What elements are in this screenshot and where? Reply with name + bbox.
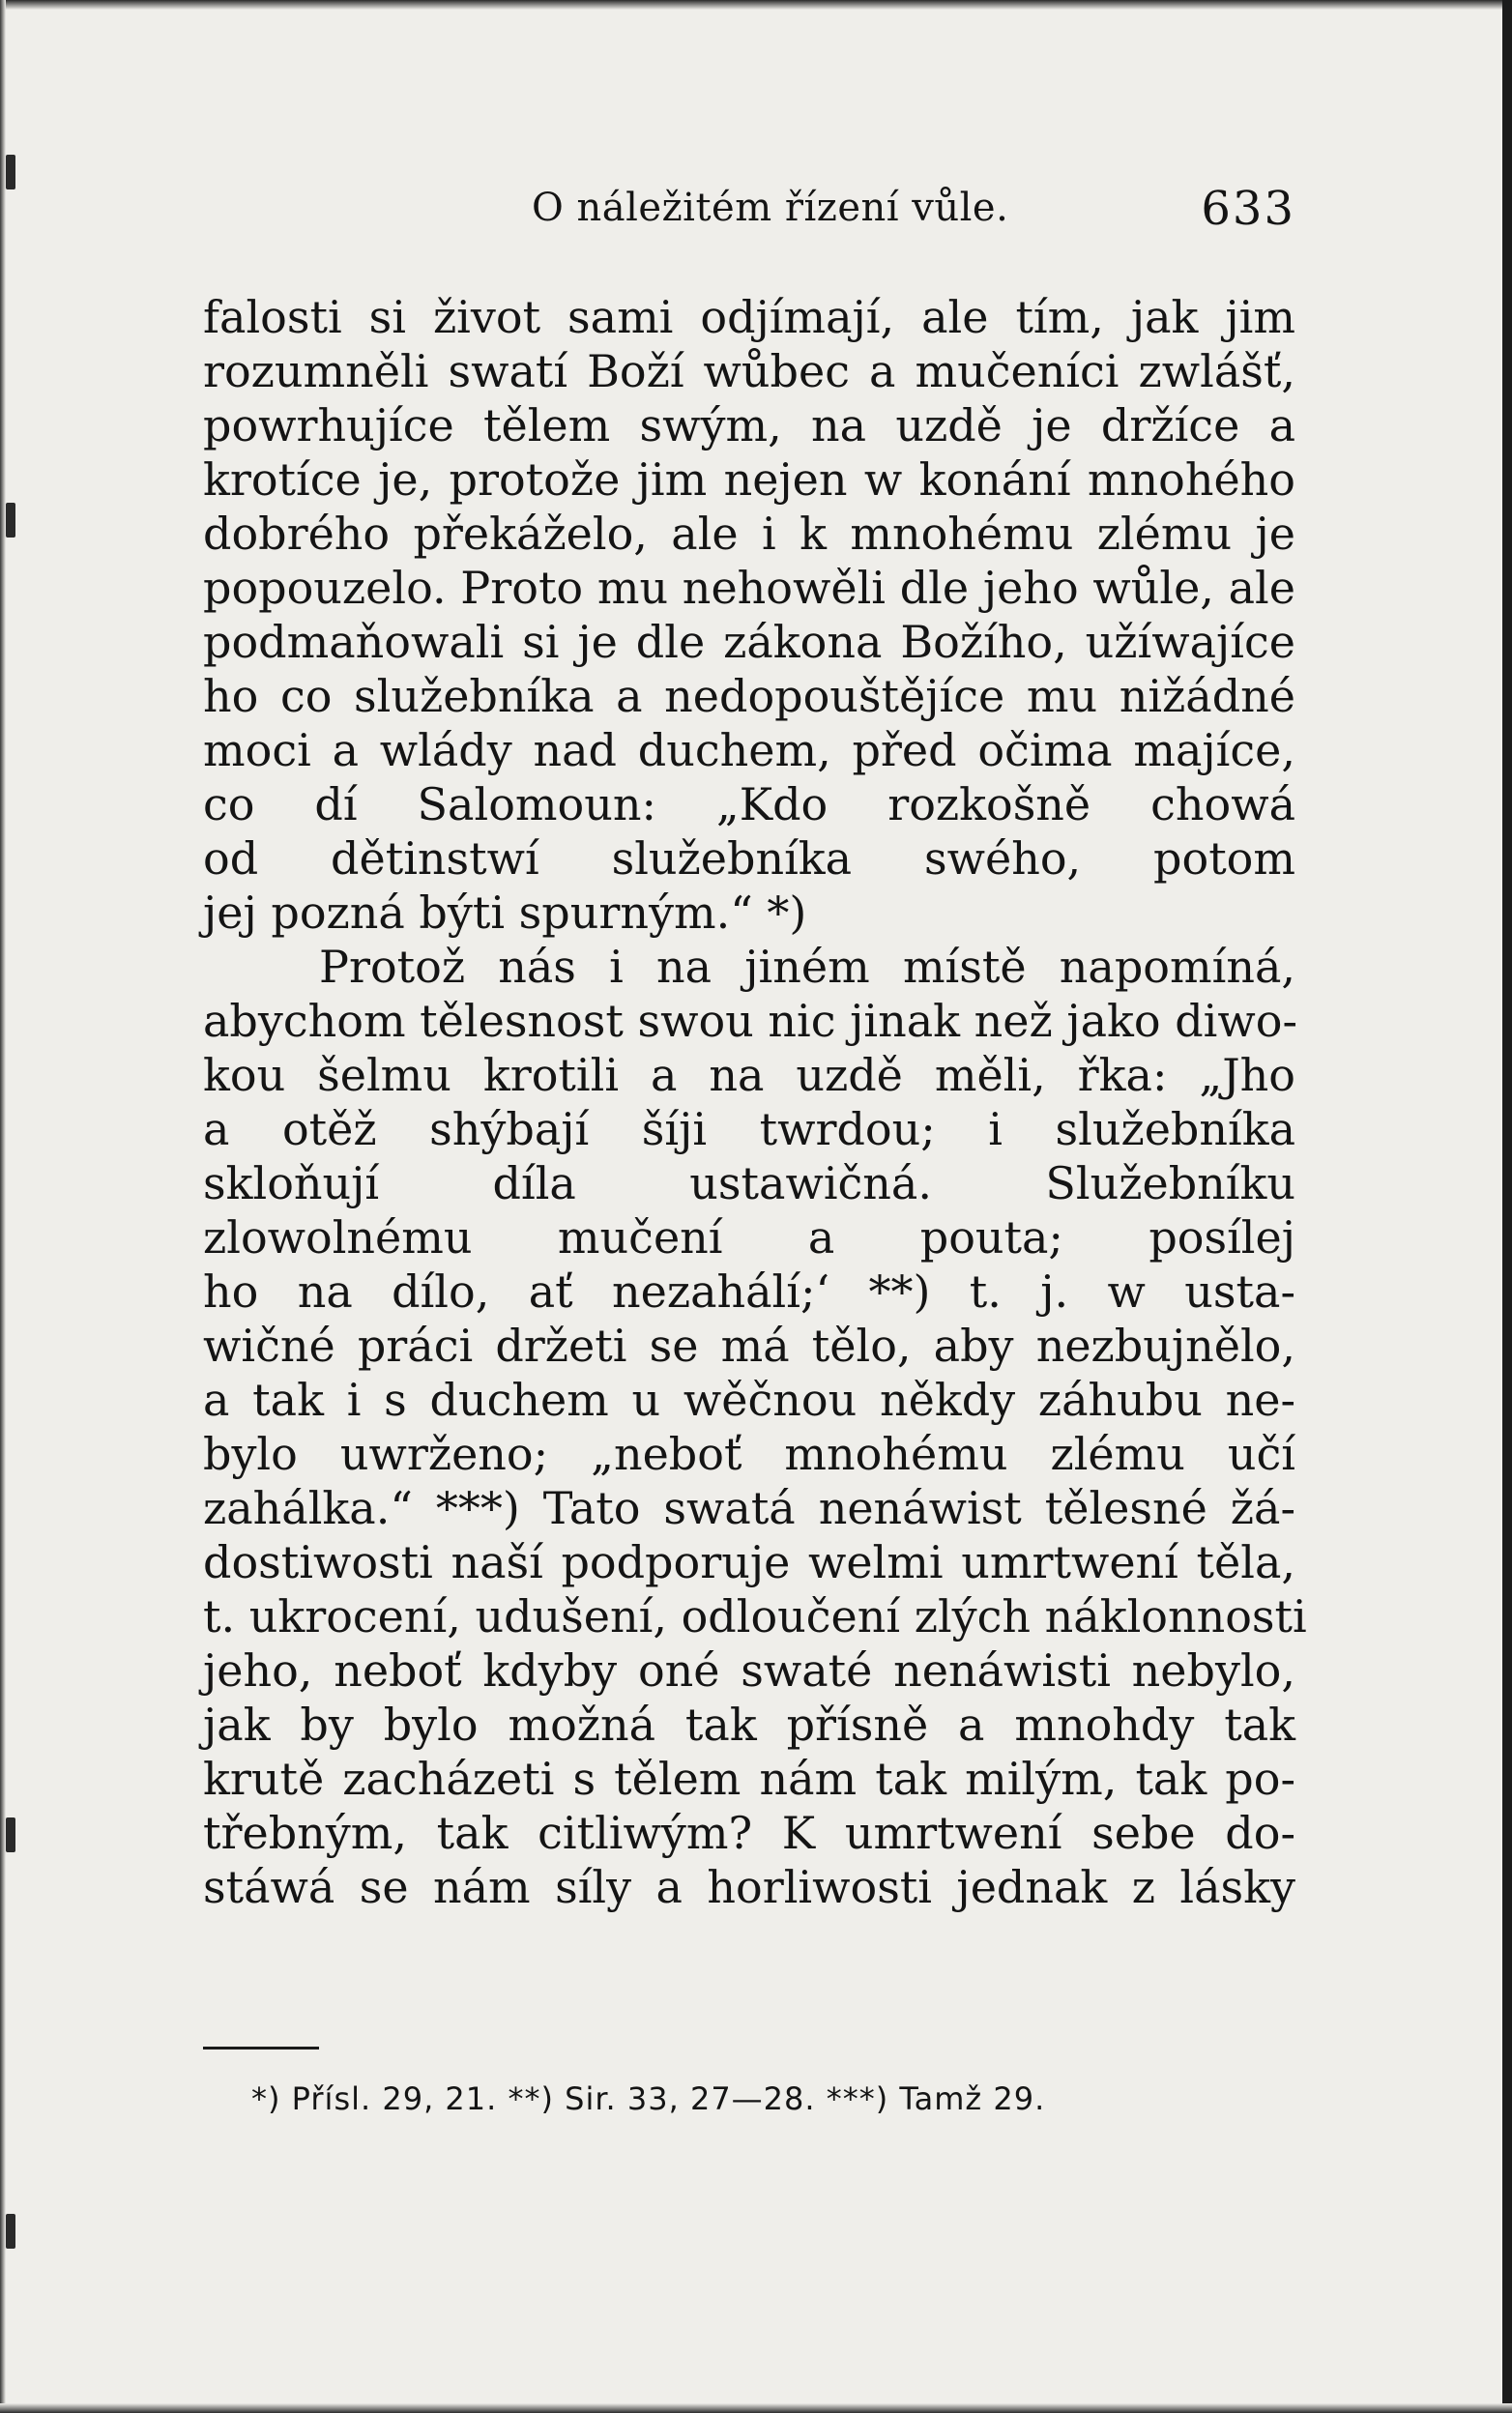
page-header xyxy=(203,182,1295,240)
text-line: Protož nás i na jiném místě napomíná, xyxy=(319,941,1295,993)
text-line: a otěž shýbají šíji twrdou; i služebníka xyxy=(203,1103,1295,1155)
text-line: třebným, tak citliwým? K umrtwení sebe do- xyxy=(203,1807,1295,1859)
text-line: abychom tělesnost swou nic jinak než jako diwo- xyxy=(203,995,1297,1047)
text-line: rozumněli swatí Boží wůbec a mučeníci zwlášť, xyxy=(203,345,1295,397)
text-line: ho na dílo, ať nezahálí;‘ **) t. j. w usta- xyxy=(203,1265,1295,1318)
text-line: podmaňowali si je dle zákona Božího, užíwajíce xyxy=(203,616,1295,668)
text-line: t. ukrocení, udušení, odloučení zlých náklonnosti xyxy=(203,1590,1307,1643)
binding-mark xyxy=(6,503,15,538)
text-line: falosti si život sami odjímají, ale tím, jak jim xyxy=(203,291,1295,343)
text-line: moci a wlády nad duchem, před očima majíce, xyxy=(203,724,1295,776)
text-line: kou šelmu krotili a na uzdě měli, řka: „Jho xyxy=(203,1049,1295,1101)
binding-mark xyxy=(6,155,15,189)
text-line: dobrého překáželo, ale i k mnohému zlému je xyxy=(203,508,1295,560)
text-line: a tak i s duchem u wěčnou někdy záhubu ne- xyxy=(203,1374,1295,1426)
footnote-divider xyxy=(203,2047,319,2050)
running-head: O náležitém řízení vůle. xyxy=(532,186,1009,230)
text-line: krotíce je, protože jim nejen w konání mnohého xyxy=(203,453,1295,506)
scan-border-right xyxy=(1502,0,1512,2413)
text-line: krutě zacházeti s tělem nám tak milým, tak po- xyxy=(203,1753,1295,1805)
text-line: od dětinstwí služebníka swého, potom xyxy=(203,832,1295,885)
text-line: wičné práci držeti se má tělo, aby nezbujnělo, xyxy=(203,1320,1295,1372)
text-line: co dí Salomoun: „Kdo rozkošně chowá xyxy=(203,778,1295,830)
text-line: jeho, neboť kdyby oné swaté nenáwisti nebylo, xyxy=(203,1644,1295,1697)
binding-mark xyxy=(6,2214,15,2249)
text-line: jak by bylo možná tak přísně a mnohdy tak xyxy=(203,1699,1295,1751)
text-line: zahálka.“ ***) Tato swatá nenáwist tělesné žá- xyxy=(203,1482,1295,1534)
text-line: powrhujíce tělem swým, na uzdě je držíce a xyxy=(203,399,1295,451)
text-line: skloňují díla ustawičná. Služebníku xyxy=(203,1157,1295,1209)
text-line: ho co služebníka a nedopouštějíce mu nižádné xyxy=(203,670,1295,722)
text-line: zlowolnému mučení a pouta; posílej xyxy=(203,1211,1295,1264)
footnotes: *) Přísl. 29, 21. **) Sir. 33, 27—28. ***) Tamž 29. xyxy=(251,2080,1046,2117)
page-number: 633 xyxy=(1201,182,1295,236)
text-line: dostiwosti naší podporuje welmi umrtwení těla, xyxy=(203,1536,1295,1588)
scan-border-left xyxy=(0,0,6,2413)
body-text xyxy=(203,290,1307,1914)
scan-border-top xyxy=(0,0,1512,10)
text-line: popouzelo. Proto mu nehowěli dle jeho wůle, ale xyxy=(203,562,1295,614)
binding-mark xyxy=(6,1817,15,1852)
text-line: jej pozná býti spurným.“ *) xyxy=(203,887,807,939)
text-line: stáwá se nám síly a horliwosti jednak z lásky xyxy=(203,1861,1295,1913)
scan-border-bottom xyxy=(0,2403,1512,2413)
text-line: bylo uwrženo; „neboť mnohému zlému učí xyxy=(203,1428,1295,1480)
